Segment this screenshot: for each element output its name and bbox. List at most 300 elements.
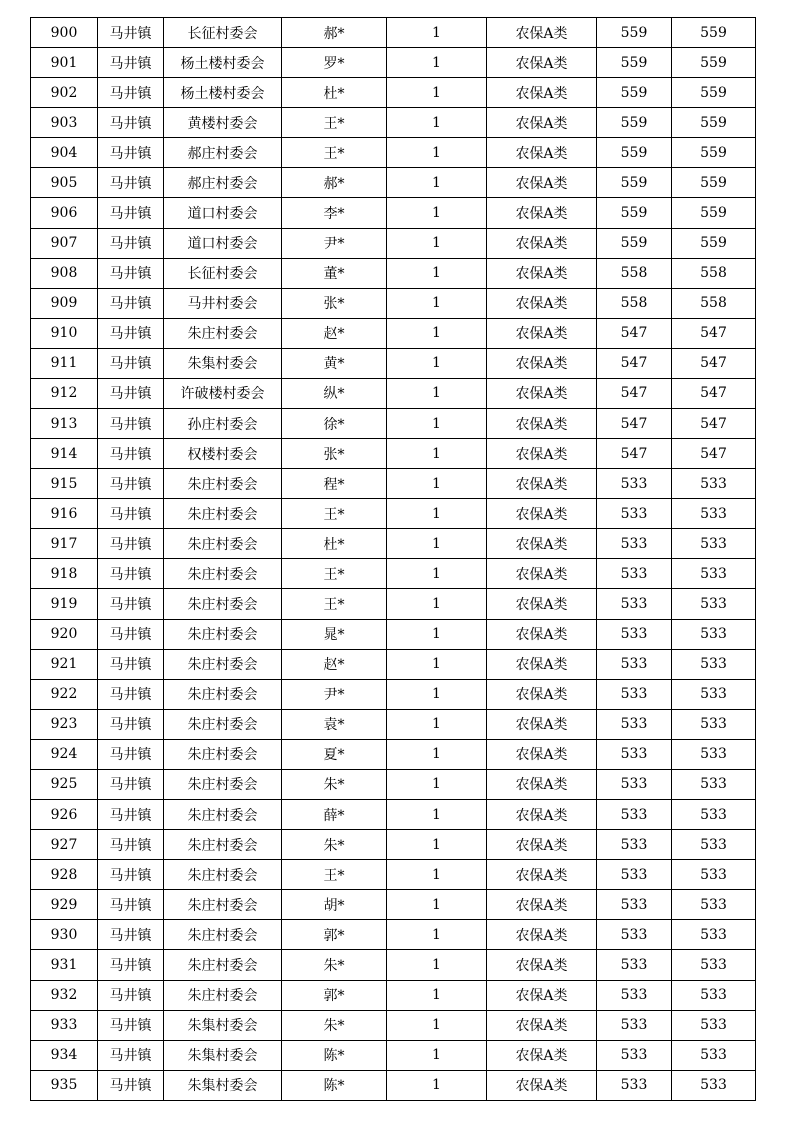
- standard-amount-cell: 547: [597, 318, 672, 348]
- category-cell: 农保A类: [487, 1040, 597, 1070]
- town-cell: 马井镇: [98, 1040, 164, 1070]
- count-cell: 1: [387, 769, 487, 799]
- category-cell: 农保A类: [487, 499, 597, 529]
- row-number-cell: 933: [31, 1010, 98, 1040]
- payment-amount-cell: 533: [672, 890, 756, 920]
- row-number-cell: 908: [31, 258, 98, 288]
- category-cell: 农保A类: [487, 559, 597, 589]
- town-cell: 马井镇: [98, 258, 164, 288]
- category-cell: 农保A类: [487, 168, 597, 198]
- town-cell: 马井镇: [98, 1010, 164, 1040]
- town-cell: 马井镇: [98, 980, 164, 1010]
- town-cell: 马井镇: [98, 168, 164, 198]
- payment-amount-cell: 533: [672, 529, 756, 559]
- row-number-cell: 902: [31, 78, 98, 108]
- row-number-cell: 928: [31, 860, 98, 890]
- allowance-table: [30, 17, 756, 1101]
- count-cell: 1: [387, 348, 487, 378]
- standard-amount-cell: 559: [597, 168, 672, 198]
- table-row: [31, 920, 756, 950]
- count-cell: 1: [387, 619, 487, 649]
- payment-amount-cell: 533: [672, 649, 756, 679]
- town-cell: 马井镇: [98, 649, 164, 679]
- table-row: [31, 138, 756, 168]
- category-cell: 农保A类: [487, 619, 597, 649]
- village-committee-cell: 孙庄村委会: [164, 409, 282, 439]
- payment-amount-cell: 559: [672, 78, 756, 108]
- count-cell: 1: [387, 920, 487, 950]
- standard-amount-cell: 533: [597, 559, 672, 589]
- table-row: [31, 800, 756, 830]
- table-row: [31, 860, 756, 890]
- category-cell: 农保A类: [487, 78, 597, 108]
- table-row: [31, 559, 756, 589]
- standard-amount-cell: 533: [597, 619, 672, 649]
- table-row: [31, 469, 756, 499]
- table-row: [31, 439, 756, 469]
- count-cell: 1: [387, 378, 487, 408]
- town-cell: 马井镇: [98, 920, 164, 950]
- payment-amount-cell: 558: [672, 258, 756, 288]
- count-cell: 1: [387, 409, 487, 439]
- name-cell: 陈*: [282, 1040, 387, 1070]
- table-row: [31, 1040, 756, 1070]
- category-cell: 农保A类: [487, 439, 597, 469]
- standard-amount-cell: 559: [597, 108, 672, 138]
- payment-amount-cell: 533: [672, 1040, 756, 1070]
- count-cell: 1: [387, 78, 487, 108]
- category-cell: 农保A类: [487, 739, 597, 769]
- standard-amount-cell: 533: [597, 469, 672, 499]
- standard-amount-cell: 533: [597, 890, 672, 920]
- village-committee-cell: 朱集村委会: [164, 1010, 282, 1040]
- count-cell: 1: [387, 890, 487, 920]
- category-cell: 农保A类: [487, 1070, 597, 1100]
- town-cell: 马井镇: [98, 559, 164, 589]
- village-committee-cell: 长征村委会: [164, 258, 282, 288]
- category-cell: 农保A类: [487, 980, 597, 1010]
- count-cell: 1: [387, 439, 487, 469]
- village-committee-cell: 郝庄村委会: [164, 168, 282, 198]
- table-row: [31, 18, 756, 48]
- count-cell: 1: [387, 1010, 487, 1040]
- standard-amount-cell: 533: [597, 950, 672, 980]
- town-cell: 马井镇: [98, 18, 164, 48]
- row-number-cell: 909: [31, 288, 98, 318]
- town-cell: 马井镇: [98, 589, 164, 619]
- category-cell: 农保A类: [487, 920, 597, 950]
- standard-amount-cell: 533: [597, 1040, 672, 1070]
- payment-amount-cell: 547: [672, 348, 756, 378]
- village-committee-cell: 朱庄村委会: [164, 980, 282, 1010]
- standard-amount-cell: 533: [597, 860, 672, 890]
- payment-amount-cell: 559: [672, 48, 756, 78]
- row-number-cell: 911: [31, 348, 98, 378]
- table-row: [31, 589, 756, 619]
- row-number-cell: 924: [31, 739, 98, 769]
- name-cell: 李*: [282, 198, 387, 228]
- payment-amount-cell: 533: [672, 860, 756, 890]
- village-committee-cell: 朱庄村委会: [164, 739, 282, 769]
- village-committee-cell: 许破楼村委会: [164, 378, 282, 408]
- count-cell: 1: [387, 679, 487, 709]
- name-cell: 王*: [282, 589, 387, 619]
- village-committee-cell: 长征村委会: [164, 18, 282, 48]
- row-number-cell: 919: [31, 589, 98, 619]
- table-row: [31, 890, 756, 920]
- standard-amount-cell: 533: [597, 980, 672, 1010]
- village-committee-cell: 朱庄村委会: [164, 709, 282, 739]
- standard-amount-cell: 558: [597, 258, 672, 288]
- village-committee-cell: 朱庄村委会: [164, 950, 282, 980]
- village-committee-cell: 道口村委会: [164, 228, 282, 258]
- payment-amount-cell: 533: [672, 679, 756, 709]
- table-row: [31, 48, 756, 78]
- count-cell: 1: [387, 469, 487, 499]
- payment-amount-cell: 533: [672, 709, 756, 739]
- village-committee-cell: 朱庄村委会: [164, 830, 282, 860]
- payment-amount-cell: 559: [672, 18, 756, 48]
- payment-amount-cell: 547: [672, 439, 756, 469]
- name-cell: 王*: [282, 108, 387, 138]
- town-cell: 马井镇: [98, 890, 164, 920]
- town-cell: 马井镇: [98, 679, 164, 709]
- category-cell: 农保A类: [487, 529, 597, 559]
- town-cell: 马井镇: [98, 378, 164, 408]
- village-committee-cell: 黄楼村委会: [164, 108, 282, 138]
- payment-amount-cell: 558: [672, 288, 756, 318]
- standard-amount-cell: 533: [597, 739, 672, 769]
- row-number-cell: 907: [31, 228, 98, 258]
- name-cell: 尹*: [282, 228, 387, 258]
- count-cell: 1: [387, 529, 487, 559]
- count-cell: 1: [387, 168, 487, 198]
- row-number-cell: 927: [31, 830, 98, 860]
- payment-amount-cell: 533: [672, 800, 756, 830]
- category-cell: 农保A类: [487, 138, 597, 168]
- payment-amount-cell: 559: [672, 108, 756, 138]
- payment-amount-cell: 533: [672, 559, 756, 589]
- table-row: [31, 709, 756, 739]
- row-number-cell: 912: [31, 378, 98, 408]
- category-cell: 农保A类: [487, 258, 597, 288]
- town-cell: 马井镇: [98, 439, 164, 469]
- payment-amount-cell: 547: [672, 378, 756, 408]
- payment-amount-cell: 533: [672, 619, 756, 649]
- village-committee-cell: 朱庄村委会: [164, 800, 282, 830]
- table-row: [31, 258, 756, 288]
- category-cell: 农保A类: [487, 318, 597, 348]
- village-committee-cell: 马井村委会: [164, 288, 282, 318]
- table-row: [31, 108, 756, 138]
- standard-amount-cell: 559: [597, 198, 672, 228]
- name-cell: 杜*: [282, 529, 387, 559]
- village-committee-cell: 朱集村委会: [164, 348, 282, 378]
- payment-amount-cell: 533: [672, 469, 756, 499]
- standard-amount-cell: 533: [597, 800, 672, 830]
- standard-amount-cell: 533: [597, 769, 672, 799]
- payment-amount-cell: 559: [672, 138, 756, 168]
- payment-amount-cell: 533: [672, 739, 756, 769]
- name-cell: 郝*: [282, 168, 387, 198]
- standard-amount-cell: 559: [597, 48, 672, 78]
- payment-amount-cell: 559: [672, 198, 756, 228]
- row-number-cell: 920: [31, 619, 98, 649]
- row-number-cell: 932: [31, 980, 98, 1010]
- count-cell: 1: [387, 499, 487, 529]
- town-cell: 马井镇: [98, 499, 164, 529]
- count-cell: 1: [387, 198, 487, 228]
- name-cell: 袁*: [282, 709, 387, 739]
- town-cell: 马井镇: [98, 108, 164, 138]
- town-cell: 马井镇: [98, 138, 164, 168]
- table-row: [31, 168, 756, 198]
- payment-amount-cell: 533: [672, 950, 756, 980]
- name-cell: 朱*: [282, 830, 387, 860]
- row-number-cell: 934: [31, 1040, 98, 1070]
- payment-amount-cell: 533: [672, 1070, 756, 1100]
- row-number-cell: 915: [31, 469, 98, 499]
- village-committee-cell: 朱庄村委会: [164, 469, 282, 499]
- name-cell: 朱*: [282, 950, 387, 980]
- category-cell: 农保A类: [487, 769, 597, 799]
- row-number-cell: 918: [31, 559, 98, 589]
- village-committee-cell: 朱集村委会: [164, 1070, 282, 1100]
- name-cell: 郭*: [282, 920, 387, 950]
- name-cell: 程*: [282, 469, 387, 499]
- village-committee-cell: 朱庄村委会: [164, 860, 282, 890]
- table-row: [31, 348, 756, 378]
- row-number-cell: 922: [31, 679, 98, 709]
- village-committee-cell: 权楼村委会: [164, 439, 282, 469]
- count-cell: 1: [387, 228, 487, 258]
- name-cell: 朱*: [282, 1010, 387, 1040]
- category-cell: 农保A类: [487, 950, 597, 980]
- village-committee-cell: 朱庄村委会: [164, 890, 282, 920]
- standard-amount-cell: 547: [597, 409, 672, 439]
- town-cell: 马井镇: [98, 288, 164, 318]
- row-number-cell: 914: [31, 439, 98, 469]
- name-cell: 张*: [282, 439, 387, 469]
- town-cell: 马井镇: [98, 529, 164, 559]
- category-cell: 农保A类: [487, 649, 597, 679]
- payment-amount-cell: 533: [672, 920, 756, 950]
- standard-amount-cell: 533: [597, 1010, 672, 1040]
- table-row: [31, 529, 756, 559]
- table-row: [31, 198, 756, 228]
- row-number-cell: 910: [31, 318, 98, 348]
- name-cell: 尹*: [282, 679, 387, 709]
- standard-amount-cell: 559: [597, 78, 672, 108]
- name-cell: 王*: [282, 499, 387, 529]
- village-committee-cell: 朱集村委会: [164, 1040, 282, 1070]
- row-number-cell: 923: [31, 709, 98, 739]
- payment-amount-cell: 533: [672, 1010, 756, 1040]
- table-row: [31, 739, 756, 769]
- count-cell: 1: [387, 48, 487, 78]
- category-cell: 农保A类: [487, 709, 597, 739]
- name-cell: 徐*: [282, 409, 387, 439]
- name-cell: 赵*: [282, 649, 387, 679]
- table-row: [31, 830, 756, 860]
- town-cell: 马井镇: [98, 198, 164, 228]
- town-cell: 马井镇: [98, 318, 164, 348]
- standard-amount-cell: 533: [597, 529, 672, 559]
- row-number-cell: 903: [31, 108, 98, 138]
- village-committee-cell: 朱庄村委会: [164, 679, 282, 709]
- row-number-cell: 917: [31, 529, 98, 559]
- category-cell: 农保A类: [487, 48, 597, 78]
- name-cell: 郝*: [282, 18, 387, 48]
- name-cell: 胡*: [282, 890, 387, 920]
- count-cell: 1: [387, 18, 487, 48]
- name-cell: 夏*: [282, 739, 387, 769]
- town-cell: 马井镇: [98, 1070, 164, 1100]
- category-cell: 农保A类: [487, 288, 597, 318]
- name-cell: 王*: [282, 860, 387, 890]
- village-committee-cell: 朱庄村委会: [164, 649, 282, 679]
- table-row: [31, 318, 756, 348]
- row-number-cell: 929: [31, 890, 98, 920]
- row-number-cell: 926: [31, 800, 98, 830]
- table-row: [31, 378, 756, 408]
- count-cell: 1: [387, 830, 487, 860]
- category-cell: 农保A类: [487, 108, 597, 138]
- count-cell: 1: [387, 1070, 487, 1100]
- payment-amount-cell: 533: [672, 589, 756, 619]
- count-cell: 1: [387, 288, 487, 318]
- payment-amount-cell: 533: [672, 830, 756, 860]
- town-cell: 马井镇: [98, 709, 164, 739]
- village-committee-cell: 杨土楼村委会: [164, 48, 282, 78]
- count-cell: 1: [387, 318, 487, 348]
- table-row: [31, 950, 756, 980]
- village-committee-cell: 杨土楼村委会: [164, 78, 282, 108]
- count-cell: 1: [387, 980, 487, 1010]
- count-cell: 1: [387, 1040, 487, 1070]
- town-cell: 马井镇: [98, 950, 164, 980]
- town-cell: 马井镇: [98, 860, 164, 890]
- table-row: [31, 619, 756, 649]
- town-cell: 马井镇: [98, 348, 164, 378]
- village-committee-cell: 朱庄村委会: [164, 499, 282, 529]
- standard-amount-cell: 533: [597, 1070, 672, 1100]
- category-cell: 农保A类: [487, 409, 597, 439]
- table-row: [31, 228, 756, 258]
- row-number-cell: 916: [31, 499, 98, 529]
- category-cell: 农保A类: [487, 1010, 597, 1040]
- standard-amount-cell: 533: [597, 920, 672, 950]
- row-number-cell: 921: [31, 649, 98, 679]
- count-cell: 1: [387, 800, 487, 830]
- village-committee-cell: 朱庄村委会: [164, 619, 282, 649]
- count-cell: 1: [387, 138, 487, 168]
- category-cell: 农保A类: [487, 860, 597, 890]
- count-cell: 1: [387, 108, 487, 138]
- name-cell: 赵*: [282, 318, 387, 348]
- table-row: [31, 1070, 756, 1100]
- village-committee-cell: 朱庄村委会: [164, 559, 282, 589]
- table-row: [31, 769, 756, 799]
- village-committee-cell: 朱庄村委会: [164, 769, 282, 799]
- standard-amount-cell: 558: [597, 288, 672, 318]
- payment-amount-cell: 547: [672, 318, 756, 348]
- category-cell: 农保A类: [487, 348, 597, 378]
- name-cell: 纵*: [282, 378, 387, 408]
- town-cell: 马井镇: [98, 830, 164, 860]
- table-row: [31, 1010, 756, 1040]
- category-cell: 农保A类: [487, 228, 597, 258]
- count-cell: 1: [387, 649, 487, 679]
- village-committee-cell: 郝庄村委会: [164, 138, 282, 168]
- table-row: [31, 980, 756, 1010]
- town-cell: 马井镇: [98, 48, 164, 78]
- village-committee-cell: 朱庄村委会: [164, 529, 282, 559]
- payment-amount-cell: 533: [672, 769, 756, 799]
- town-cell: 马井镇: [98, 619, 164, 649]
- name-cell: 杜*: [282, 78, 387, 108]
- table-row: [31, 649, 756, 679]
- standard-amount-cell: 533: [597, 830, 672, 860]
- village-committee-cell: 朱庄村委会: [164, 920, 282, 950]
- village-committee-cell: 道口村委会: [164, 198, 282, 228]
- standard-amount-cell: 547: [597, 439, 672, 469]
- count-cell: 1: [387, 589, 487, 619]
- standard-amount-cell: 559: [597, 18, 672, 48]
- category-cell: 农保A类: [487, 378, 597, 408]
- row-number-cell: 930: [31, 920, 98, 950]
- name-cell: 王*: [282, 138, 387, 168]
- category-cell: 农保A类: [487, 679, 597, 709]
- row-number-cell: 904: [31, 138, 98, 168]
- town-cell: 马井镇: [98, 78, 164, 108]
- town-cell: 马井镇: [98, 409, 164, 439]
- row-number-cell: 906: [31, 198, 98, 228]
- town-cell: 马井镇: [98, 739, 164, 769]
- standard-amount-cell: 533: [597, 589, 672, 619]
- town-cell: 马井镇: [98, 800, 164, 830]
- count-cell: 1: [387, 258, 487, 288]
- name-cell: 黄*: [282, 348, 387, 378]
- payment-amount-cell: 533: [672, 980, 756, 1010]
- table-row: [31, 288, 756, 318]
- count-cell: 1: [387, 950, 487, 980]
- count-cell: 1: [387, 559, 487, 589]
- count-cell: 1: [387, 860, 487, 890]
- standard-amount-cell: 533: [597, 649, 672, 679]
- row-number-cell: 900: [31, 18, 98, 48]
- standard-amount-cell: 559: [597, 138, 672, 168]
- row-number-cell: 931: [31, 950, 98, 980]
- name-cell: 晁*: [282, 619, 387, 649]
- standard-amount-cell: 533: [597, 679, 672, 709]
- table-row: [31, 409, 756, 439]
- name-cell: 郭*: [282, 980, 387, 1010]
- category-cell: 农保A类: [487, 800, 597, 830]
- category-cell: 农保A类: [487, 18, 597, 48]
- payment-amount-cell: 533: [672, 499, 756, 529]
- table-row: [31, 499, 756, 529]
- category-cell: 农保A类: [487, 589, 597, 619]
- village-committee-cell: 朱庄村委会: [164, 589, 282, 619]
- standard-amount-cell: 559: [597, 228, 672, 258]
- row-number-cell: 925: [31, 769, 98, 799]
- standard-amount-cell: 533: [597, 709, 672, 739]
- standard-amount-cell: 533: [597, 499, 672, 529]
- table-row: [31, 78, 756, 108]
- row-number-cell: 905: [31, 168, 98, 198]
- row-number-cell: 901: [31, 48, 98, 78]
